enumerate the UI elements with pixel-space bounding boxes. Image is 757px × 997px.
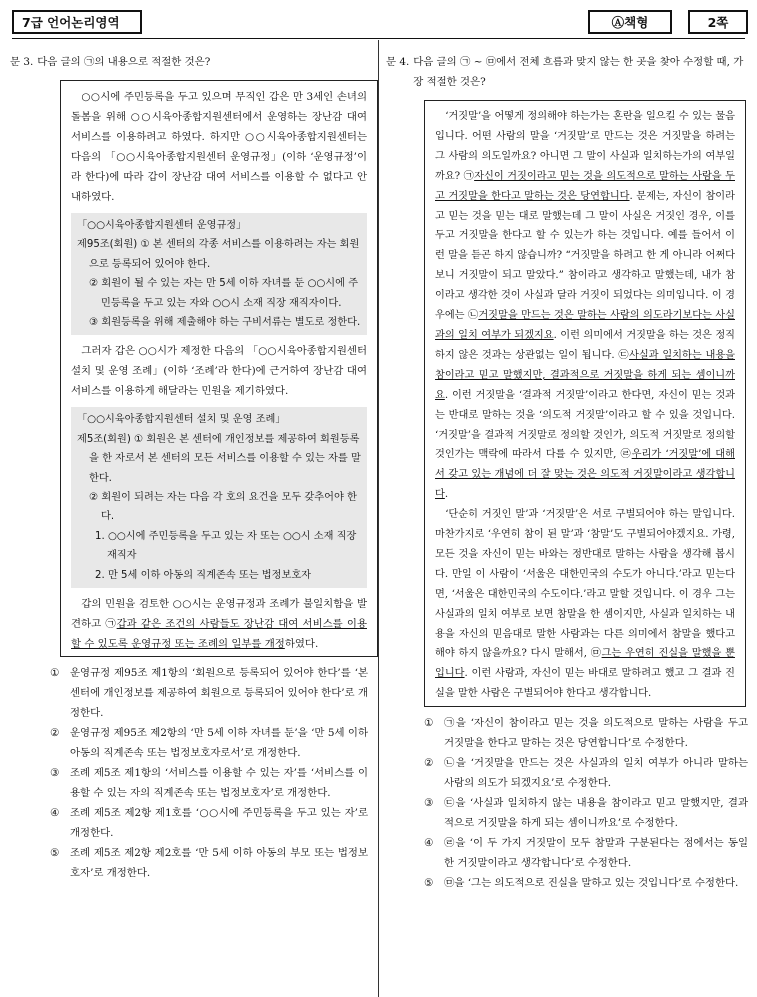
question-4-number: 문 4. (386, 56, 410, 68)
p1-text-b: . 문제는, 자신이 참이라고 믿는 것을 믿는 대로 말했는데 그 말이 사실은 거짓인 경우, 이를 두고 거짓말을 한다고 할 수 있는가 하는 것입니다. 예를 들어서 이런 말을 듣곤 하지 않습니까? “거짓말을 하려고 한 게 아니라 어쩌다 보니 거짓말이 되고 말았다.” 참이라고 생각하고 말했는데, 내가 참이라고 생각한 것이 사실과 달라 거짓이 되었다는 의미입니다. 이 경우에는 ㉡ (435, 190, 735, 322)
answer-option[interactable] (50, 803, 368, 843)
option-number: ⑤ (424, 877, 434, 890)
question-4 (386, 52, 748, 893)
p1-text-e: . (444, 489, 449, 501)
underlined-target-a: 갑과 같은 조건의 사람들도 장난감 대여 서비스를 이용할 수 있도록 운영규정 또는 조례의 일부를 개정 (71, 618, 367, 651)
regulation-box-1 (71, 213, 367, 335)
answer-option[interactable] (424, 753, 748, 793)
regulation-1-para-2: ② 회원이 될 수 있는 자는 만 5세 이하 자녀를 둔 ○○시에 주민등록을 두고 있는 자와 ○○시 소재 직장 재직자이다. (89, 278, 359, 309)
answer-option[interactable] (424, 873, 748, 893)
regulation-box-2 (71, 407, 367, 588)
question-4-stem: 다음 글의 ㉠ ~ ㉤에서 전체 흐름과 맞지 않는 한 곳을 찾아 수정할 때, 가장 적절한 것은? (413, 56, 744, 88)
option-number: ④ (424, 837, 434, 850)
passage-paragraph-2 (435, 505, 735, 704)
question-3-stem-row (10, 52, 368, 72)
option-number: ② (424, 757, 434, 770)
p1-text-a: ‘거짓말’을 어떻게 정의해야 하는가는 혼란을 일으킬 수 있는 물음입니다. 어떤 사람의 말을 ‘거짓말’로 만드는 것은 거짓말을 하려는 그 사람의 의도일까요? 아니면 그 말이 사실과 일치하는가의 여부일까요? ㉠ (435, 111, 735, 182)
conclusion-text: 갑의 민원을 검토한 ○○시는 운영규정과 조례가 불일치함을 발견하고 ㉠ (71, 598, 367, 631)
p2-text-b: . 이런 사람과, 자신이 믿는 바대로 말하려고 했고 그 결과 진실을 말한 사람은 구별되어야 한다고 생각합니다. (435, 668, 735, 700)
conclusion-end: 하였다. (284, 638, 319, 651)
question-4-passage (424, 100, 746, 707)
option-text: 조례 제5조 제1항의 ‘서비스를 이용할 수 있는 자’를 ‘서비스를 이용할 수 있는 자의 직계존속 또는 법정보호자’로 개정한다. (70, 767, 368, 800)
option-number: ④ (50, 807, 60, 820)
question-3-options (50, 663, 368, 883)
option-text: ㉡을 ‘거짓말을 만드는 것은 사실과의 일치 여부가 아니라 말하는 사람의 의도가 되겠지요’로 수정한다. (444, 757, 748, 790)
option-number: ⑤ (50, 847, 60, 860)
page-number: 2쪽 (688, 10, 748, 34)
passage-paragraph-1 (435, 107, 735, 505)
answer-option[interactable] (50, 663, 368, 723)
passage-intro: ○○시에 주민등록을 두고 있으며 무직인 갑은 만 3세인 손녀의 돌봄을 위해 ○○시육아종합지원센터에서 운영하는 장난감 대여 서비스를 이용하려고 하였다. 하지만 ○○시육아종합지원센터는 다음의 「○○시육아종합지원센터 운영규정」(이하 ‘운영규정’이라 한다)에 따라 갑이 장난감 대여 서비스를 이용할 수 없다고 안내하였다. (71, 91, 367, 203)
option-text: 조례 제5조 제2항 제2호를 ‘만 5세 이하 아동의 부모 또는 법정보호자’로 개정한다. (70, 847, 368, 880)
answer-option[interactable] (424, 833, 748, 873)
column-divider (378, 40, 379, 997)
p1-text-c: . 이런 의미에서 거짓말을 하는 것은 정직하지 않은 것과는 상관없는 일이 됩니다. ㉢ (435, 329, 736, 361)
passage-conclusion (71, 594, 367, 654)
header-rule (12, 38, 745, 39)
option-text: ㉤을 ‘그는 의도적으로 진실을 말하고 있는 것입니다’로 수정한다. (444, 877, 739, 890)
answer-option[interactable] (424, 713, 748, 753)
underlined-d: 우리가 ‘거짓말’에 대해서 갖고 있는 개념에 더 잘 맞는 것은 의도적 거짓말이라고 생각합니다 (435, 449, 735, 501)
answer-option[interactable] (50, 763, 368, 803)
regulation-2-item-2: 2. 만 5세 이하 아동의 직계존속 또는 법정보호자 (95, 569, 312, 581)
underlined-e: 그는 우연히 진실을 말했을 뿐입니다 (435, 648, 735, 680)
option-number: ① (50, 667, 60, 680)
question-4-options (424, 713, 748, 893)
option-number: ① (424, 717, 434, 730)
answer-option[interactable] (50, 723, 368, 763)
passage-middle: 그러자 갑은 ○○시가 제정한 다음의 「○○시육아종합지원센터 설치 및 운영 조례」(이하 ‘조례’라 한다)에 근거하여 장난감 대여 서비스를 이용하게 해달라는 민원을 제기하였다. (71, 345, 367, 398)
option-text: ㉢을 ‘사실과 일치하지 않는 내용을 참이라고 믿고 말했지만, 결과적으로 거짓말을 하게 되는 셈이니까요’로 수정한다. (444, 797, 748, 830)
option-number: ② (50, 727, 60, 740)
p1-text-d: . 이런 거짓말을 ‘결과적 거짓말’이라고 한다면, 자신이 믿는 것과는 반대로 말하는 것을 ‘의도적 거짓말’이라고 할 수 있을 것입니다. ‘거짓말’을 결과적 거짓말로 정의할 것인가, 의도적 거짓말로 정의할 것인가는 맥락에 따라서 다를 수 있지만, ㉣ (435, 389, 735, 461)
regulation-2-title: 「○○시육아종합지원센터 설치 및 운영 조례」 (77, 414, 286, 426)
regulation-1-title: 「○○시육아종합지원센터 운영규정」 (77, 220, 247, 231)
regulation-2-para-2: ② 회원이 되려는 자는 다음 각 호의 요건을 모두 갖추어야 한다. (89, 492, 357, 523)
underlined-a: 자신이 거짓이라고 믿는 것을 의도적으로 말하는 사람을 두고 거짓말을 한다고 말하는 것은 당연합니다 (435, 170, 735, 202)
question-3 (10, 52, 368, 883)
option-text: 운영규정 제95조 제1항의 ‘회원으로 등록되어 있어야 한다’를 ‘본 센터에 개인정보를 제공하여 회원으로 등록되어 있어야 한다’로 개정한다. (70, 667, 368, 720)
question-3-number: 문 3. (10, 56, 34, 68)
regulation-1-article: 제95조(회원) ① 본 센터의 각종 서비스를 이용하려는 자는 회원으로 등록되어 있어야 한다. (77, 239, 360, 270)
option-text: 운영규정 제95조 제2항의 ‘만 5세 이하 자녀를 둔’을 ‘만 5세 이하 아동의 직계존속 또는 법정보호자로서’로 개정한다. (70, 727, 368, 760)
option-text: 조례 제5조 제2항 제1호를 ‘○○시에 주민등록을 두고 있는 자’로 개정한다. (70, 807, 368, 840)
option-number: ③ (50, 767, 60, 780)
section-title: 7급 언어논리영역 (12, 10, 142, 34)
question-3-stem: 다음 글의 ㉠의 내용으로 적절한 것은? (37, 56, 211, 68)
question-3-passage (60, 80, 378, 657)
option-text: ㉠을 ‘자신이 참이라고 믿는 것을 의도적으로 말하는 사람을 두고 거짓말을 한다고 말하는 것은 당연합니다’로 수정한다. (444, 717, 748, 750)
option-number: ③ (424, 797, 434, 810)
underlined-b: 거짓말을 만드는 것은 말하는 사람의 의도라기보다는 사실과의 일치 여부가 되겠지요 (435, 310, 735, 341)
answer-option[interactable] (50, 843, 368, 883)
p2-text-a: ‘단순히 거짓인 말’과 ‘거짓말’은 서로 구별되어야 하는 말입니다. 마찬가지로 ‘우연히 참이 된 말’과 ‘참말’도 구별되어야겠지요. 가령, 모든 것을 자신이 믿는 바와는 정반대로 말하는 사람을 생각해 봅시다. 만일 이 사람이 ‘서울은 대한민국의 수도가 아니다.’라고 믿는다면, ‘서울은 대한민국의 수도이다.’라고 말할 것입니다. 이 경우 그는 사실과의 일치 여부로 보면 참말을 한 셈이지만, 사실과 일치하는 내용을 자신의 믿음대로 말한 사람과는 다른 의미에서 참말을 했다고 해야 하지 않을까요? 다시 말해서, ㉤ (435, 509, 735, 660)
question-4-stem-row (386, 52, 748, 92)
regulation-2-article: 제5조(회원) ① 회원은 본 센터에 개인정보를 제공하여 회원등록을 한 자로서 본 센터의 모든 서비스를 이용할 수 있는 자를 말한다. (77, 433, 361, 484)
regulation-2-item-1: 1. ○○시에 주민등록을 두고 있는 자 또는 ○○시 소재 직장 재직자 (95, 530, 357, 562)
booklet-type: Ⓐ책형 (588, 10, 672, 34)
underlined-c: 사실과 일치하는 내용을 참이라고 믿고 말했지만, 결과적으로 거짓말을 하게 되는 셈이니까요 (435, 349, 735, 401)
regulation-1-para-3: ③ 회원등록을 위해 제출해야 하는 구비서류는 별도로 정한다. (89, 317, 361, 329)
answer-option[interactable] (424, 793, 748, 833)
option-text: ㉣을 ‘이 두 가지 거짓말이 모두 참말과 구분된다는 점에서는 동일한 거짓말이라고 생각합니다’로 수정한다. (444, 837, 748, 870)
